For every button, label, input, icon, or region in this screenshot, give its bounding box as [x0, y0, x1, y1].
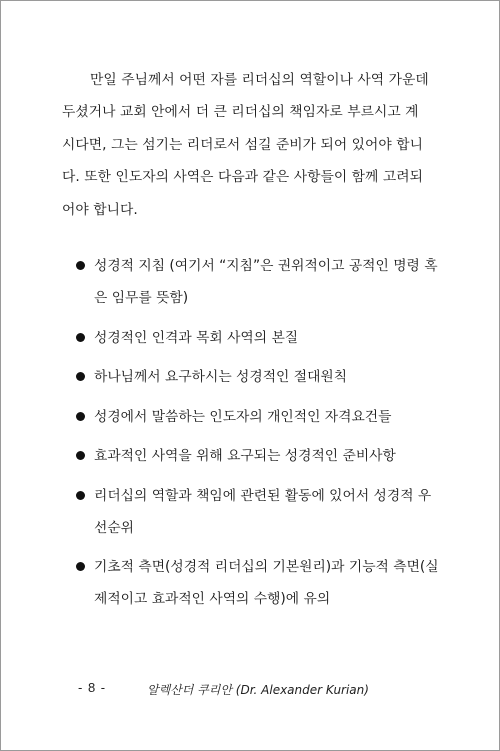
list-item [76, 480, 436, 544]
bullet-dot-icon [76, 261, 85, 270]
page-number: - 8 - [78, 680, 107, 695]
list-item-text: 제적이고 효과적인 사역의 수행)에 유의 [94, 591, 331, 607]
intro-line: 시다면, 그는 섬기는 리더로서 섬길 준비가 되어 있어야 합니 [62, 136, 423, 153]
list-item [76, 551, 439, 615]
intro-line: 다. 또한 인도자의 사역은 다음과 같은 사항들이 함께 고려되 [62, 169, 423, 186]
bullet-dot-icon [76, 451, 85, 460]
list-item-text: 성경적인 인격과 목회 사역의 본질 [94, 329, 299, 346]
list-item [76, 322, 436, 354]
bullet-dot-icon [76, 412, 85, 421]
main-text [62, 64, 440, 226]
list-item [76, 440, 436, 472]
bullet-dot-icon [76, 491, 85, 500]
list-item-text: 선순위 [94, 519, 134, 536]
list-item [76, 361, 436, 393]
list-item-text: 리더십의 역할과 책임에 관련된 활동에 있어서 성경적 우 [94, 487, 432, 504]
list-item-text: 성경적 지침 (여기서 “지침”은 권위적이고 공적인 명령 혹 [94, 258, 438, 274]
list-item [76, 401, 436, 433]
list-item-text: 기초적 측면(성경적 리더십의 기본원리)과 기능적 측면(실 [94, 559, 439, 575]
bullet-dot-icon [76, 562, 85, 571]
intro-line: 두셨거나 교회 안에서 더 큰 리더십의 책임자로 부르시고 계 [62, 104, 419, 121]
list-item-text: 효과적인 사역을 위해 요구되는 성경적인 준비사항 [94, 448, 396, 464]
bullet-dot-icon [76, 333, 85, 342]
list-item-text: 성경에서 말씀하는 인도자의 개인적인 자격요건들 [94, 408, 392, 425]
list-item [76, 250, 436, 314]
intro-line: 어야 합니다. [62, 201, 138, 218]
bullet-dot-icon [76, 372, 85, 381]
list-item-text: 하나님께서 요구하시는 성경적인 절대원칙 [94, 369, 348, 385]
bullet-list [76, 250, 439, 615]
list-item-text: 은 임무를 뜻함) [94, 290, 189, 306]
intro-paragraph [62, 64, 440, 226]
intro-line: 만일 주님께서 어떤 자를 리더십의 역할이나 사역 가운데 [90, 72, 429, 88]
page-footer [0, 680, 500, 700]
running-title: 알렉산더 쿠리안 (Dr. Alexander Kurian) [147, 683, 369, 697]
